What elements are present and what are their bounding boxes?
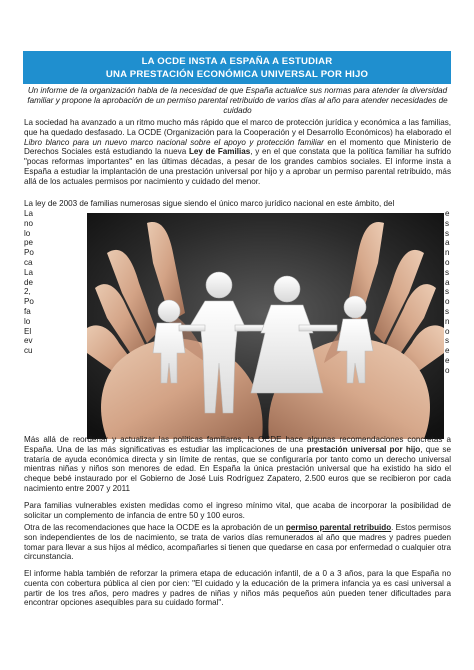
paragraph-5 [24, 523, 451, 562]
left-fragment: de [24, 277, 34, 287]
right-text-fragments [445, 209, 455, 376]
p5-text-c: . Estos permisos son independientes de los de nacimiento, se trata de varios días remunerados al año que madres y padres pueden tomar para llevar a sus hijos al médico, acompañarles si tienen que quedarse en casa por enfermedad o cualquier otra circunstancia. [24, 523, 451, 562]
right-fragment: s [445, 267, 450, 277]
p1-book-title: Libro blanco para un nuevo marco nacional sobre el apoyo y protección familiar [24, 137, 324, 147]
left-fragment: El [24, 326, 32, 336]
left-fragment: 2, [24, 287, 31, 297]
left-fragment: lo [24, 316, 31, 326]
paragraph-1 [24, 118, 451, 187]
paragraph-3 [24, 435, 451, 494]
hands-holding-paper-family-icon [87, 213, 444, 439]
left-fragment: lo [24, 228, 31, 238]
left-fragment: ev [24, 336, 33, 346]
headline-line-2: UNA PRESTACIÓN ECONÓMICA UNIVERSAL POR HIJO [105, 68, 369, 80]
p1-text-a: La sociedad ha avanzado a un ritmo mucho más rápido que el marco de protección jurídica y económica a las familias, que ha quedado desfasado. La OCDE (Organización para la Cooperación y el Desarrollo Económicos) ha elaborado el [24, 118, 451, 137]
p3-text-c: , que se trataría de ayuda económica directa y sin límite de rentas, que se configuraría por tanto como un derecho universal mientras niñas y niños son menores de edad. En España la única prestación universal que ha existido ha sido el cheque bebé instaurado por el Gobierno de José Luis Rodríguez Zapatero, 2.500 euros que se recibieron por cada nacimiento entre 2007 y 2011 [24, 444, 451, 493]
p1-law-name: Ley de Familias [188, 147, 251, 157]
hands-holding-paper-family-photo [87, 213, 444, 439]
headline-line-1: LA OCDE INSTA A ESPAÑA A ESTUDIAR [141, 55, 333, 67]
right-fragment: o [445, 297, 450, 307]
left-fragment: Po [24, 297, 34, 307]
right-fragment: a [445, 277, 450, 287]
p3-benefit-term: prestación universal por hijo [306, 444, 421, 454]
left-fragment: pe [24, 238, 34, 248]
p5-parental-leave-term: permiso parental retribuido [285, 523, 392, 532]
left-text-fragments [24, 209, 84, 356]
right-fragment: s [445, 218, 450, 228]
paragraph-2-visible-line: La ley de 2003 de familias numerosas sigue siendo el único marco jurídico nacional en este ámbito, del [24, 199, 395, 208]
left-fragment: Po [24, 248, 34, 258]
lead-paragraph: Un informe de la organización habla de la necesidad de que España actualice sus normas para atender la diversidad familiar y propone la aprobación de un permiso parental retribuido de varios días al año para atender necesidades de cuidado [27, 86, 448, 115]
right-fragment: e [445, 346, 450, 356]
headline-banner [23, 51, 451, 84]
left-fragment: fa [24, 306, 31, 316]
right-fragment: o [445, 257, 450, 267]
right-fragment: a [445, 238, 450, 248]
paragraph-6: El informe habla también de reforzar la primera etapa de educación infantil, de a 0 a 3 años, para la que España no cuenta con cobertura pública al cien por cien: "El cuidado y la educación de la primera infancia ya es casi universal a partir de los tres años, pero madres y padres de niñas y niños más pequeños aún pueden tener dificultades para encontrar opciones asequibles para su cuidado formal". [24, 569, 451, 608]
p5-text-a: Otra de las recomendaciones que hace la OCDE es la aprobación de un [24, 523, 286, 532]
right-fragment: s [445, 306, 450, 316]
right-fragment: s [445, 287, 450, 297]
p1-text-e: , y en el que constata que la política familiar ha sufrido "pocas reformas importantes" en las últimas décadas, a pesar de los grandes cambios sociales. El informe insta a España a estudiar la implantación de una prestación universal por hijo y a aprobar un permiso parental retribuido, más allá de los actuales permisos por nacimiento y cuidado del menor. [24, 147, 451, 186]
left-fragment: La [24, 267, 34, 277]
right-fragment: o [445, 365, 450, 375]
right-fragment: n [445, 248, 450, 258]
right-fragment: o [445, 326, 450, 336]
right-fragment: e [445, 355, 450, 365]
right-fragment: s [445, 228, 450, 238]
p1-text-c: en el momento que Ministerio de Derechos Sociales está estudiando la nueva [24, 137, 452, 157]
right-fragment: s [445, 336, 450, 346]
left-fragment: no [24, 218, 34, 228]
p3-text-a: Más allá de reordenar y actualizar las políticas familiares, la OCDE hace algunas recomendaciones concretas a España. Una de las más significativas es estudiar las implicaciones de una [24, 435, 451, 454]
left-fragment: ca [24, 257, 33, 267]
right-fragment: n [445, 316, 450, 326]
paragraph-4: Para familias vulnerables existen medidas como el ingreso mínimo vital, que acaba de incorporar la posibilidad de solicitar un complemento de infancia de entre 50 y 100 euros. [24, 501, 451, 520]
right-fragment: e [445, 209, 450, 218]
left-fragment: cu [24, 346, 33, 356]
left-fragment: La [24, 209, 34, 218]
